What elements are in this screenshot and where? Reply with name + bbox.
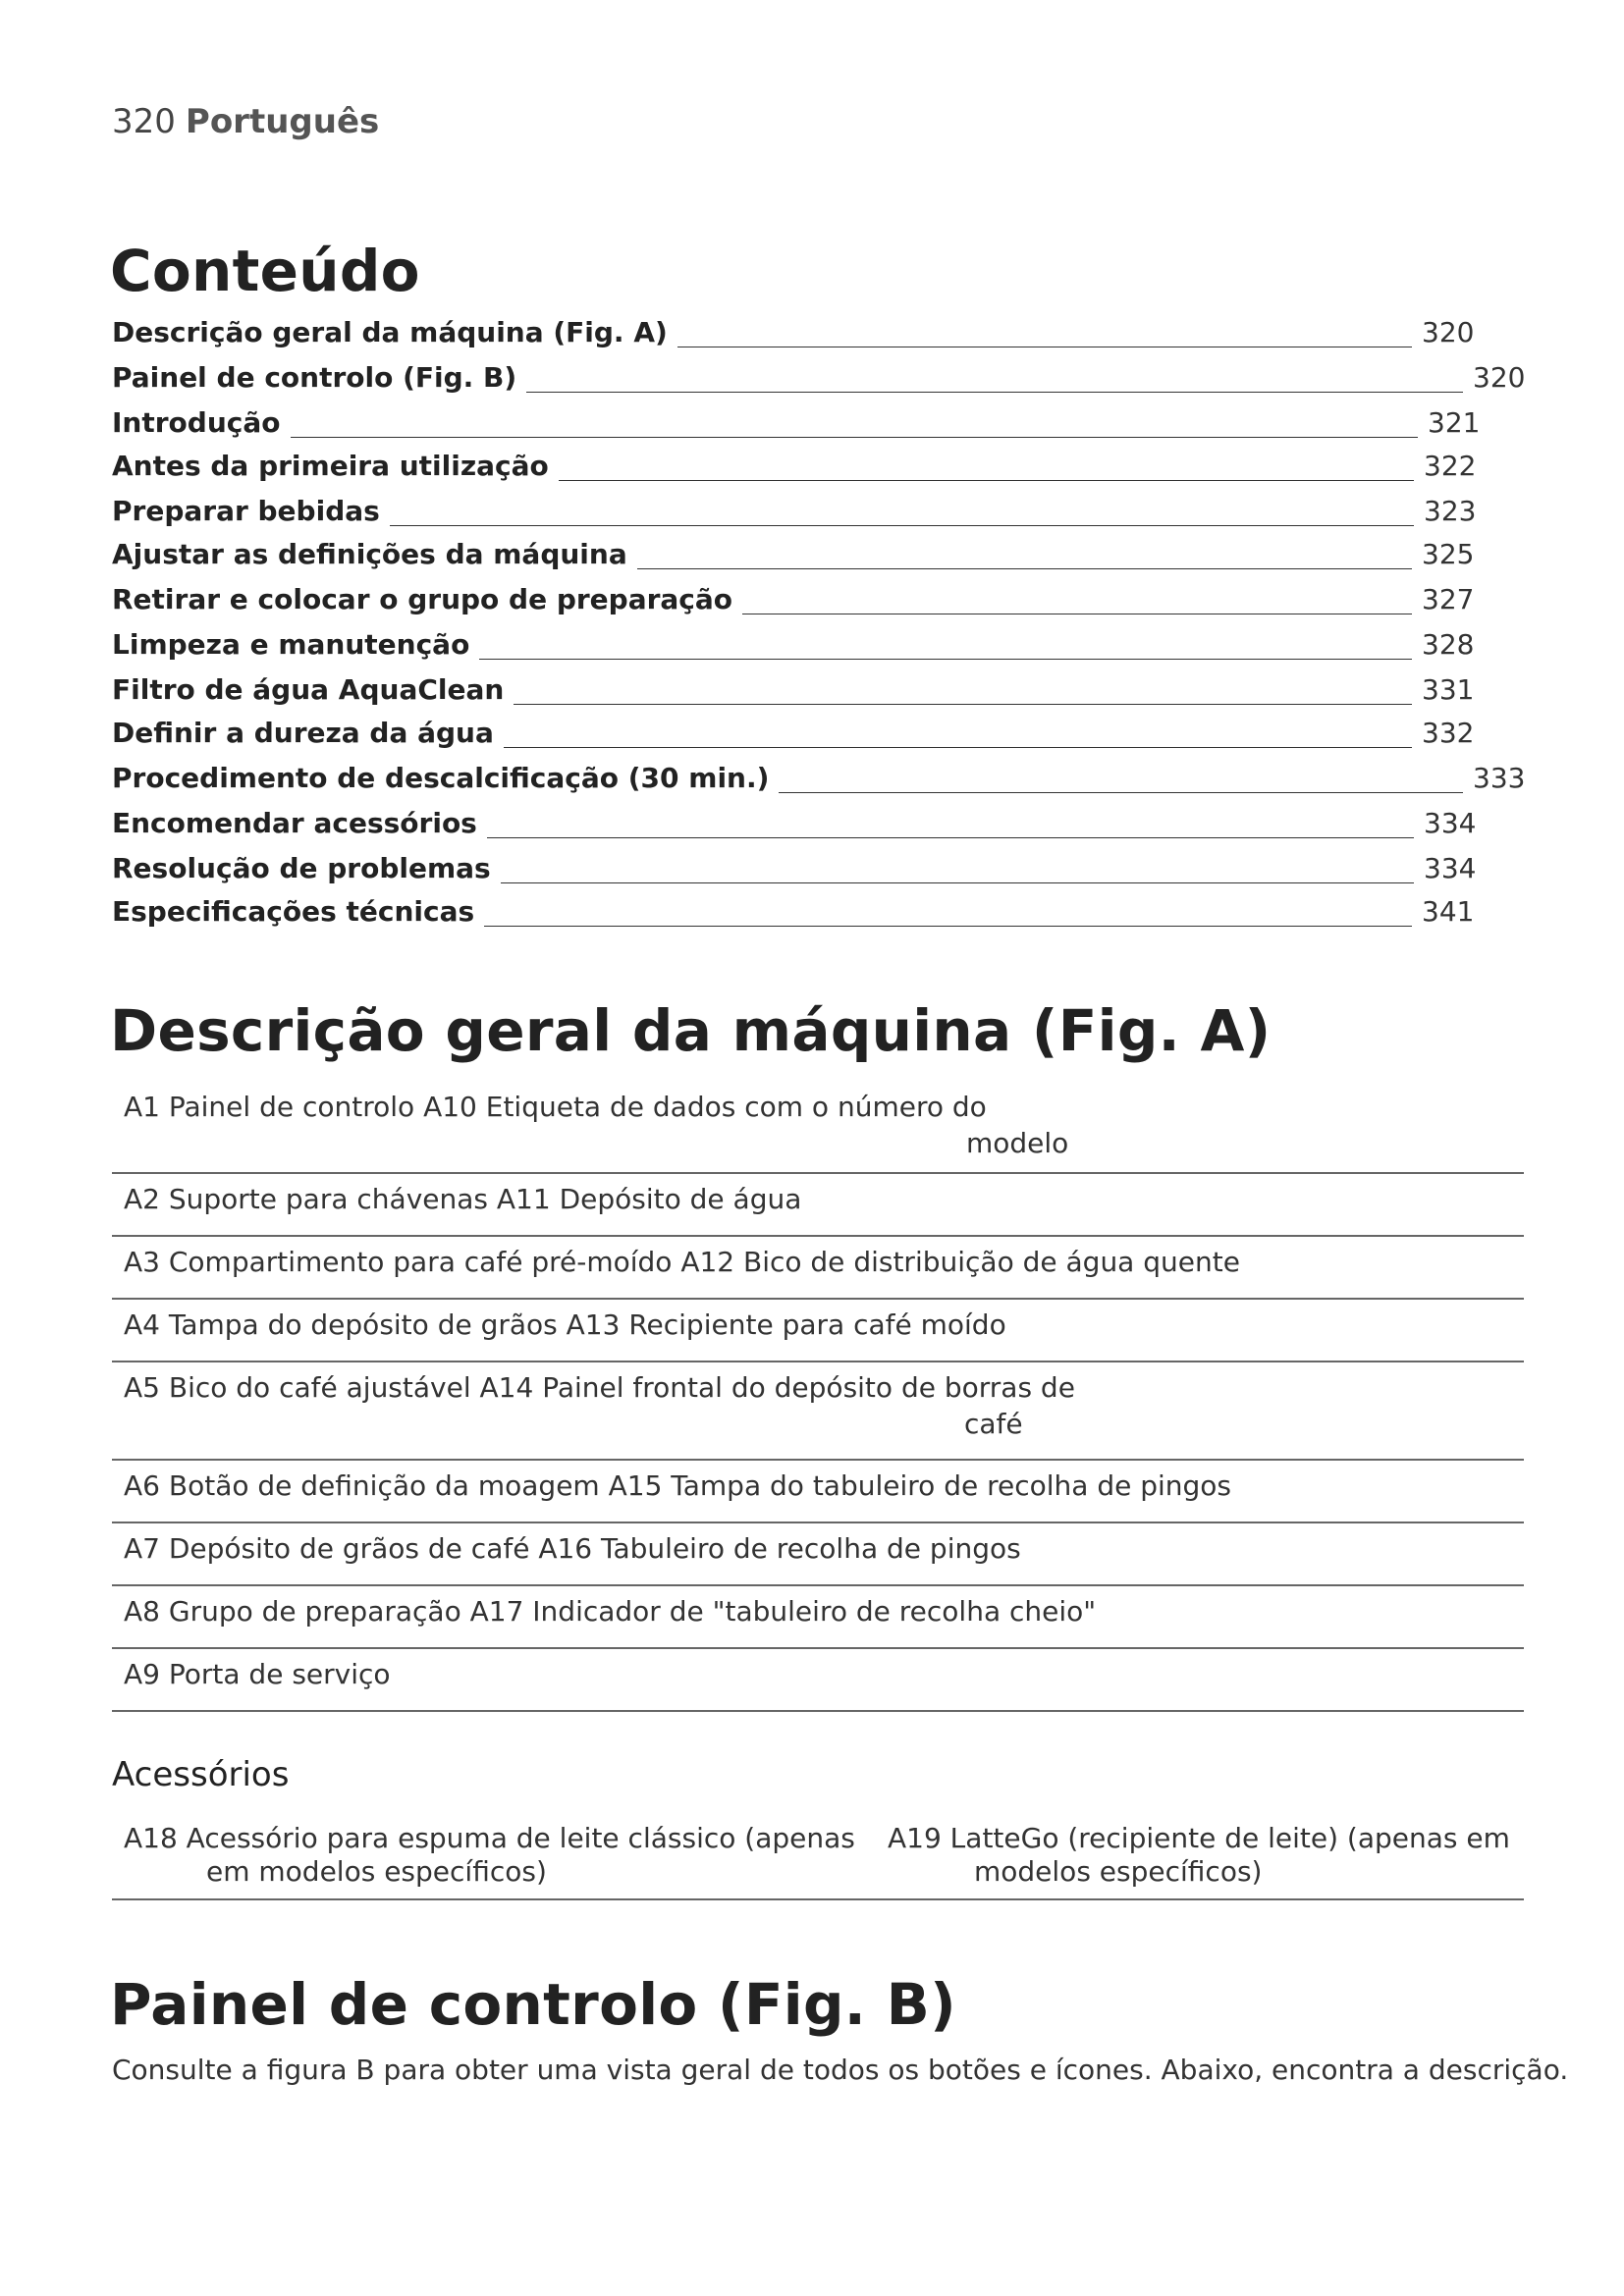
table-row [112,1300,1524,1362]
toc-entry[interactable] [112,760,1526,799]
toc-leader [559,480,1414,481]
table-row [112,1174,1524,1237]
toc-entry-label: Limpeza e manutenção [112,628,470,661]
toc-entry[interactable] [112,314,1526,353]
control-panel-title: Painel de controlo (Fig. B) [110,1971,956,2038]
toc-entry[interactable] [112,536,1526,575]
toc-entry-label: Especificações técnicas [112,895,475,928]
toc-entry-page: 320 [1473,361,1526,394]
row-text: A4 Tampa do depósito de grãos A13 Recipiente para café moído [124,1308,1006,1341]
toc-entry[interactable] [112,359,1526,399]
toc-entry-page: 323 [1424,495,1477,527]
toc-entry[interactable] [112,581,1526,620]
row-text: A2 Suporte para chávenas A11 Depósito de água [124,1183,802,1215]
toc-leader [487,837,1414,838]
toc-entry-label: Definir a dureza da água [112,717,494,749]
toc-entry-page: 331 [1422,673,1475,706]
toc-entry[interactable] [112,715,1526,754]
toc-title: Conteúdo [110,238,420,304]
toc-entry-label: Ajustar as definições da máquina [112,538,627,570]
toc-entry[interactable] [112,404,1526,444]
toc-entry-label: Procedimento de descalcificação (30 min.) [112,762,770,794]
toc-entry-page: 320 [1422,316,1475,348]
toc-leader [501,882,1414,883]
row-text: A1 Painel de controlo A10 Etiqueta de dados com o número do [124,1091,987,1123]
language-label: Português [185,102,380,141]
toc-leader [479,659,1412,660]
row-text: A9 Porta de serviço [124,1658,391,1690]
row-continuation: modelo [966,1127,1069,1159]
toc-leader [526,392,1463,393]
toc-leader [484,926,1412,927]
accessory-a19-line2: modelos específicos) [974,1855,1263,1888]
toc-entry[interactable] [112,448,1526,487]
toc-entry[interactable] [112,805,1526,844]
accessory-a18-line1: A18 Acessório para espuma de leite clássico (apenas [124,1822,855,1854]
toc-entry-label: Antes da primeira utilização [112,450,549,482]
toc-leader [779,792,1463,793]
toc-entry-label: Encomendar acessórios [112,807,477,839]
table-row [112,1082,1524,1174]
accessory-a19 [888,1822,1510,1889]
table-row [112,1523,1524,1586]
toc-leader [504,747,1412,748]
toc-leader [514,704,1412,705]
row-continuation: café [964,1408,1023,1440]
toc-entry[interactable] [112,850,1526,889]
overview-title: Descrição geral da máquina (Fig. A) [110,997,1272,1064]
row-text: A3 Compartimento para café pré-moído A12 Bico de distribuição de água quente [124,1246,1240,1278]
page-number: 320 [112,102,176,141]
accessory-a18-line2: em modelos específicos) [206,1855,547,1888]
page-header [112,102,379,141]
toc-entry-page: 334 [1424,807,1477,839]
accessory-a18 [124,1822,855,1889]
toc-leader [637,568,1412,569]
toc-entry-label: Filtro de água AquaClean [112,673,505,706]
toc-entry-label: Preparar bebidas [112,495,380,527]
table-row [112,1237,1524,1300]
toc-entry-page: 334 [1424,852,1477,884]
table-row [112,1362,1524,1461]
toc-entry-label: Resolução de problemas [112,852,491,884]
row-text: A5 Bico do café ajustável A14 Painel frontal do depósito de borras de [124,1371,1075,1404]
toc-entry-page: 321 [1428,406,1481,439]
row-text: A6 Botão de definição da moagem A15 Tampa do tabuleiro de recolha de pingos [124,1469,1232,1502]
table-row [112,1586,1524,1649]
toc-entry-page: 327 [1422,583,1475,615]
toc-entry-page: 328 [1422,628,1475,661]
toc-entry-page: 322 [1424,450,1477,482]
toc-entry[interactable] [112,671,1526,711]
toc-entry-page: 333 [1473,762,1526,794]
accessories-row [112,1816,1524,1900]
toc-entry-page: 325 [1422,538,1475,570]
accessories-title: Acessórios [112,1755,290,1794]
accessory-a19-line1: A19 LatteGo (recipiente de leite) (apenas em [888,1822,1510,1854]
toc-entry-label: Retirar e colocar o grupo de preparação [112,583,733,615]
toc-leader [291,437,1418,438]
toc-entry-label: Painel de controlo (Fig. B) [112,361,517,394]
toc-entry-label: Introdução [112,406,281,439]
table-row [112,1649,1524,1712]
row-text: A7 Depósito de grãos de café A16 Tabuleiro de recolha de pingos [124,1532,1021,1565]
toc-entry-page: 332 [1422,717,1475,749]
control-panel-intro: Consulte a figura B para obter uma vista geral de todos os botões e ícones. Abaixo, encontra a descrição. [112,2054,1569,2086]
row-text: A8 Grupo de preparação A17 Indicador de "tabuleiro de recolha cheio" [124,1595,1097,1628]
toc-entry[interactable] [112,893,1526,933]
toc-entry-page: 341 [1422,895,1475,928]
toc-leader [390,525,1414,526]
toc-entry[interactable] [112,493,1526,532]
toc-entry-label: Descrição geral da máquina (Fig. A) [112,316,668,348]
toc-entry[interactable] [112,626,1526,666]
table-row [112,1461,1524,1523]
